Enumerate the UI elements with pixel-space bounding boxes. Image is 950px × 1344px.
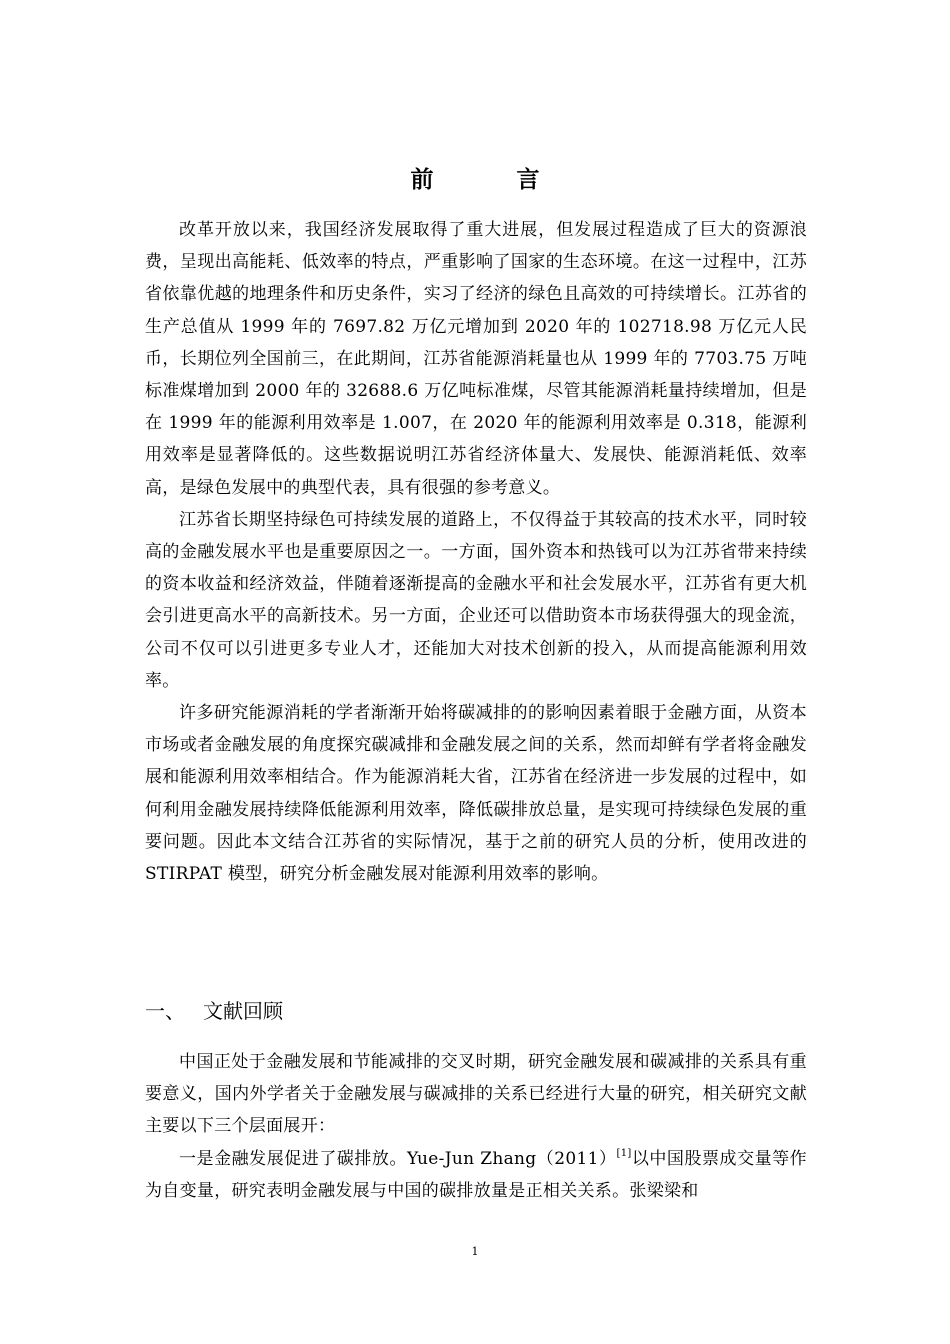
paragraph-text: 以中国股票成交量等作为自变量，研究表明金融发展与中国的碳排放量是正相关关系。张梁梁和 <box>145 1148 807 1201</box>
section-title: 文献回顾 <box>203 999 283 1023</box>
paragraph: 许多研究能源消耗的学者渐渐开始将碳减排的的影响因素着眼于金融方面，从资本市场或者金融发展的角度探究碳减排和金融发展之间的关系，然而却鲜有学者将金融发展和能源利用效率相结合。作为能源消耗大省，江苏省在经济进一步发展的过程中，如何利用金融发展持续降低能源利用效率，降低碳排放总量，是实现可持续绿色发展的重要问题。因此本文结合江苏省的实际情况，基于之前的研究人员的分析，使用改进的 STIRPAT 模型，研究分析金融发展对能源利用效率的影响。 <box>145 703 807 885</box>
page-number: 1 <box>471 1245 479 1258</box>
citation-ref[interactable]: [1] <box>616 1147 632 1159</box>
page-title: 前 言 <box>410 167 570 193</box>
section-heading <box>145 994 283 1028</box>
paragraph: 中国正处于金融发展和节能减排的交叉时期，研究金融发展和碳减排的关系具有重要意义，国内外学者关于金融发展与碳减排的关系已经进行大量的研究，相关研究文献主要以下三个层面展开： <box>145 1052 807 1137</box>
paragraph <box>145 1143 807 1207</box>
preface-body <box>145 214 807 890</box>
paragraph: 江苏省长期坚持绿色可持续发展的道路上，不仅得益于其较高的技术水平，同时较高的金融发展水平也是重要原因之一。一方面，国外资本和热钱可以为江苏省带来持续的资本收益和经济效益，伴随着逐渐提高的金融水平和社会发展水平，江苏省有更大机会引进更高水平的高新技术。另一方面，企业还可以借助资本市场获得强大的现金流，公司不仅可以引进更多专业人才，还能加大对技术创新的投入，从而提高能源利用效率。 <box>145 509 807 691</box>
literature-body <box>145 1046 807 1207</box>
paragraph: 改革开放以来，我国经济发展取得了重大进展，但发展过程造成了巨大的资源浪费，呈现出高能耗、低效率的特点，严重影响了国家的生态环境。在这一过程中，江苏省依靠优越的地理条件和历史条件，实习了经济的绿色且高效的可持续增长。江苏省的生产总值从 1999 年的 7697.82 万亿元增加到 2020 年的 102718.98 万亿元人民币，长期位列全国前三，在此期间，江苏省能源消耗量也从 1999 年的 7703.75 万吨标准煤增加到 2000 年的 32688.6 万亿吨标准煤，尽管其能源消耗量持续增加，但是在 1999 年的能源利用效率是 1.007，在 2020 年的能源利用效率是 0.318，能源利用效率是显著降低的。这些数据说明江苏省经济体量大、发展快、能源消耗低、效率高，是绿色发展中的典型代表，具有很强的参考意义。 <box>145 220 807 498</box>
section-number: 一、 <box>145 999 185 1023</box>
paragraph-text: 一是金融发展促进了碳排放。Yue-Jun Zhang（2011） <box>179 1148 617 1169</box>
